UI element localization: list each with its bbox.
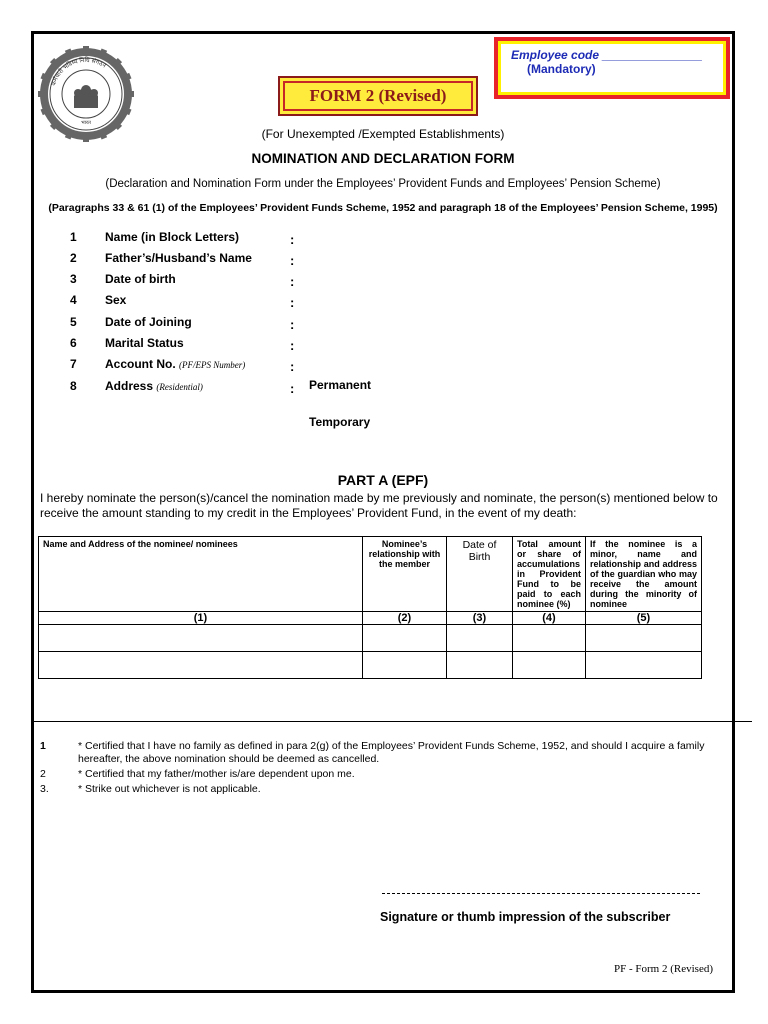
table-cell[interactable] — [363, 652, 447, 679]
form-title-box — [278, 76, 478, 116]
field-number: 5 — [70, 315, 77, 329]
note-text: * Certified that my father/mother is/are dependent upon me. — [78, 768, 355, 780]
address-permanent-label: Permanent — [309, 378, 372, 392]
employee-code-label[interactable]: Employee code _______________ — [511, 48, 703, 62]
field-colon: : — [290, 381, 295, 396]
nomination-intro: I hereby nominate the person(s)/cancel the nomination made by me previously and nominate, the person(s) mentioned below to receive the amount standing to my credit in the Employees’ Provident Fund, in the event of my death: — [40, 491, 718, 520]
col-number: (4) — [513, 612, 586, 625]
header-date-of-birth: Date of Birth — [447, 537, 513, 612]
table-row[interactable] — [39, 652, 702, 679]
field-number: 2 — [70, 251, 77, 265]
table-cell[interactable] — [586, 652, 702, 679]
logo-text: कर्मचारी भविष्य निधि संगठन — [51, 57, 107, 87]
table-cell[interactable] — [586, 625, 702, 652]
field-colon: : — [290, 317, 295, 332]
subtitle: (For Unexempted /Exempted Establishments) — [261, 127, 505, 141]
field-colon: : — [290, 295, 295, 310]
table-cell[interactable] — [447, 652, 513, 679]
field-label: Name (in Block Letters) — [105, 230, 240, 244]
table-cell[interactable] — [39, 652, 363, 679]
field-colon: : — [290, 232, 295, 247]
table-header-row — [39, 537, 702, 612]
col-number: (5) — [586, 612, 702, 625]
note-number: 3. — [40, 783, 49, 795]
svg-text:भारत: भारत — [81, 120, 91, 126]
table-cell[interactable] — [363, 625, 447, 652]
employee-code-mandatory: (Mandatory) — [527, 62, 596, 76]
field-number: 1 — [70, 230, 77, 244]
address-temporary-label: Temporary — [309, 415, 371, 429]
table-cell[interactable] — [447, 625, 513, 652]
note-number: 2 — [40, 768, 46, 780]
part-a-heading: PART A (EPF) — [337, 472, 429, 488]
field-number: 6 — [70, 336, 77, 350]
logo-cog-tooth — [128, 91, 134, 97]
field-colon: : — [290, 338, 295, 353]
field-number: 8 — [70, 379, 77, 393]
col-number: (2) — [363, 612, 447, 625]
note-text: * Strike out whichever is not applicable. — [78, 783, 261, 795]
logo-cog-tooth — [38, 91, 44, 97]
field-note: (PF/EPS Number) — [179, 360, 246, 370]
signature-label: Signature or thumb impression of the subscriber — [380, 910, 671, 924]
note-number: 1 — [40, 740, 46, 752]
note-text: * Certified that I have no family as defined in para 2(g) of the Employees’ Provident Funds Scheme, 1952, and should I acquire a family hereafter, the above nomination should be deemed as cancelled. — [78, 740, 705, 765]
col-number: (3) — [447, 612, 513, 625]
field-label: Date of Joining — [105, 315, 192, 329]
main-title: NOMINATION AND DECLARATION FORM — [251, 151, 515, 166]
divider — [34, 721, 752, 722]
header-share: Total amount or share of accumulations in Provident Fund to be paid to each nominee (%) — [513, 537, 586, 612]
field-number: 3 — [70, 272, 77, 286]
table-row[interactable] — [39, 625, 702, 652]
nominee-table — [38, 536, 702, 679]
field-colon: : — [290, 253, 295, 268]
header-relationship: Nominee’s relationship with the member — [363, 537, 447, 612]
form-title: FORM 2 (Revised) — [283, 81, 473, 111]
table-cell[interactable] — [513, 652, 586, 679]
field-colon: : — [290, 274, 295, 289]
field-label: Sex — [105, 293, 127, 307]
notes — [40, 740, 730, 798]
header-name-address: Name and Address of the nominee/ nominees — [39, 537, 363, 612]
employee-code-box — [494, 37, 730, 99]
field-label: Address (Residential) — [105, 379, 203, 393]
note-item — [40, 740, 730, 766]
declaration-line: (Declaration and Nomination Form under the Employees’ Provident Funds and Employees’ Pension Scheme) — [105, 178, 661, 190]
col-number: (1) — [39, 612, 363, 625]
field-label: Account No. (PF/EPS Number) — [105, 357, 246, 371]
field-label: Marital Status — [105, 336, 184, 350]
field-number: 4 — [70, 293, 77, 307]
field-note: (Residential) — [156, 382, 203, 392]
table-cell[interactable] — [513, 625, 586, 652]
signature-line — [382, 893, 700, 894]
field-colon: : — [290, 359, 295, 374]
field-label: Date of birth — [105, 272, 176, 286]
note-item — [40, 783, 730, 796]
note-item — [40, 768, 730, 781]
footer-form-id: PF - Form 2 (Revised) — [614, 963, 713, 975]
column-number-row — [39, 612, 702, 625]
header-guardian: If the nominee is a minor, name and relationship and address of the guardian who may receive the amount during the minority of nominee — [586, 537, 702, 612]
table-cell[interactable] — [39, 625, 363, 652]
field-number: 7 — [70, 357, 77, 371]
field-label: Father’s/Husband’s Name — [105, 251, 252, 265]
logo-cog-tooth — [83, 46, 89, 52]
paragraphs-line: (Paragraphs 33 & 61 (1) of the Employees’ Provident Funds Scheme, 1952 and paragraph 18 of the Employees’ Pension Scheme, 1995) — [48, 202, 718, 214]
